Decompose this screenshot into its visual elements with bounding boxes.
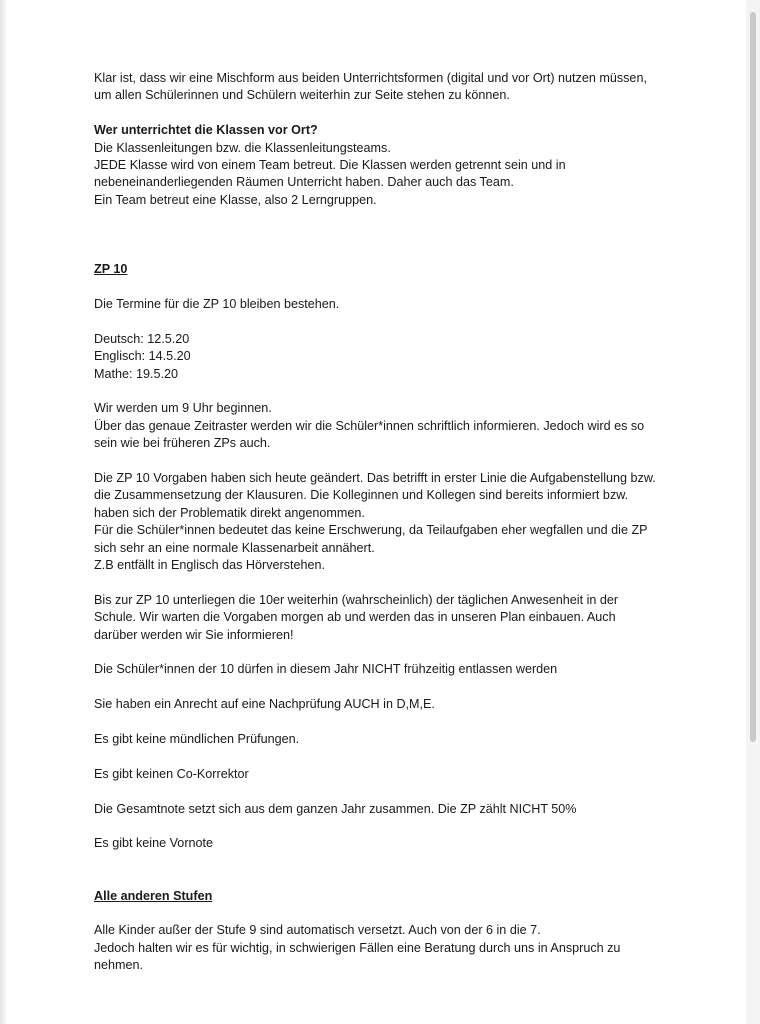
zp10-vorgaben-line-6: Z.B entfällt in Englisch das Hörverstehen. [94, 558, 325, 573]
andere-stufen-line-1: Alle Kinder außer der Stufe 9 sind automatisch versetzt. Auch von der 6 in die 7. [94, 923, 541, 938]
zp10-beginn-line-3: sein wie bei früheren ZPs auch. [94, 436, 271, 451]
zp10-termin-deutsch: Deutsch: 12.5.20 [94, 331, 190, 346]
zp10-vorgaben-line-1: Die ZP 10 Vorgaben haben sich heute geändert. Das betrifft in erster Linie die Aufgabenstellung bzw. [94, 471, 656, 486]
zp10-vorgaben-line-2: die Zusammensetzung der Klausuren. Die Kolleginnen und Kollegen sind bereits informiert bzw. [94, 488, 629, 503]
zp10-anwesenheit-line-2: Schule. Wir warten die Vorgaben morgen ab und werden das in unseren Plan einbauen. Auch [94, 610, 616, 625]
zp10-anwesenheit-line-1: Bis zur ZP 10 unterliegen die 10er weiterhin (wahrscheinlich) der täglichen Anwesenheit in der [94, 592, 619, 607]
zp10-termine-intro: Die Termine für die ZP 10 bleiben bestehen. [94, 297, 340, 312]
zp10-fakt-muendlich: Es gibt keine mündlichen Prüfungen. [94, 732, 300, 747]
andere-stufen-line-3: nehmen. [94, 958, 144, 973]
section-heading-andere-stufen: Alle anderen Stufen [94, 888, 213, 903]
zp10-beginn-line-1: Wir werden um 9 Uhr beginnen. [94, 401, 272, 416]
scrollbar-thumb[interactable] [750, 12, 756, 742]
zp10-fakt-vornote: Es gibt keine Vornote [94, 836, 214, 851]
zp10-vorgaben-line-4: Für die Schüler*innen bedeutet das keine Erschwerung, da Teilaufgaben eher wegfallen und die ZP [94, 523, 648, 538]
zp10-termin-englisch: Englisch: 14.5.20 [94, 349, 191, 364]
zp10-anwesenheit-line-3: darüber werden wir Sie informieren! [94, 627, 294, 642]
zp10-termin-mathe: Mathe: 19.5.20 [94, 366, 179, 381]
zp10-fakt-gesamtnote: Die Gesamtnote setzt sich aus dem ganzen Jahr zusammen. Die ZP zählt NICHT 50% [94, 801, 577, 816]
intro-line-2: um allen Schülerinnen und Schülern weiterhin zur Seite stehen zu können. [94, 88, 510, 103]
section-heading-zp10: ZP 10 [94, 262, 128, 277]
zp10-fakt-entlassung: Die Schüler*innen der 10 dürfen in diesem Jahr NICHT frühzeitig entlassen werden [94, 662, 558, 677]
vor-ort-line-2: JEDE Klasse wird von einem Team betreut. Die Klassen werden getrennt sein und in [94, 158, 566, 173]
vor-ort-line-1: Die Klassenleitungen bzw. die Klassenleitungsteams. [94, 140, 391, 155]
intro-line-1: Klar ist, dass wir eine Mischform aus beiden Unterrichtsformen (digital und vor Ort) nutzen müssen, [94, 71, 647, 85]
zp10-vorgaben-line-5: sich sehr an eine normale Klassenarbeit annähert. [94, 540, 375, 555]
zp10-fakt-co-korrektor: Es gibt keinen Co-Korrektor [94, 766, 249, 781]
andere-stufen-line-2: Jedoch halten wir es für wichtig, in schwierigen Fällen eine Beratung durch uns in Anspruch zu [94, 940, 621, 955]
vor-ort-line-4: Ein Team betreut eine Klasse, also 2 Lerngruppen. [94, 192, 377, 207]
page-edge [0, 0, 6, 1024]
scrollbar[interactable] [746, 0, 760, 1024]
zp10-beginn-line-2: Über das genaue Zeitraster werden wir die Schüler*innen schriftlich informieren. Jedoch wird es so [94, 418, 645, 433]
zp10-fakt-nachpruefung: Sie haben ein Anrecht auf eine Nachprüfung AUCH in D,M,E. [94, 697, 435, 712]
document-body [94, 70, 694, 975]
zp10-vorgaben-line-3: haben sich der Problematik direkt angenommen. [94, 505, 365, 520]
vor-ort-line-3: nebeneinanderliegenden Räumen Unterricht haben. Daher auch das Team. [94, 175, 514, 190]
section-heading-vor-ort: Wer unterrichtet die Klassen vor Ort? [94, 123, 318, 138]
